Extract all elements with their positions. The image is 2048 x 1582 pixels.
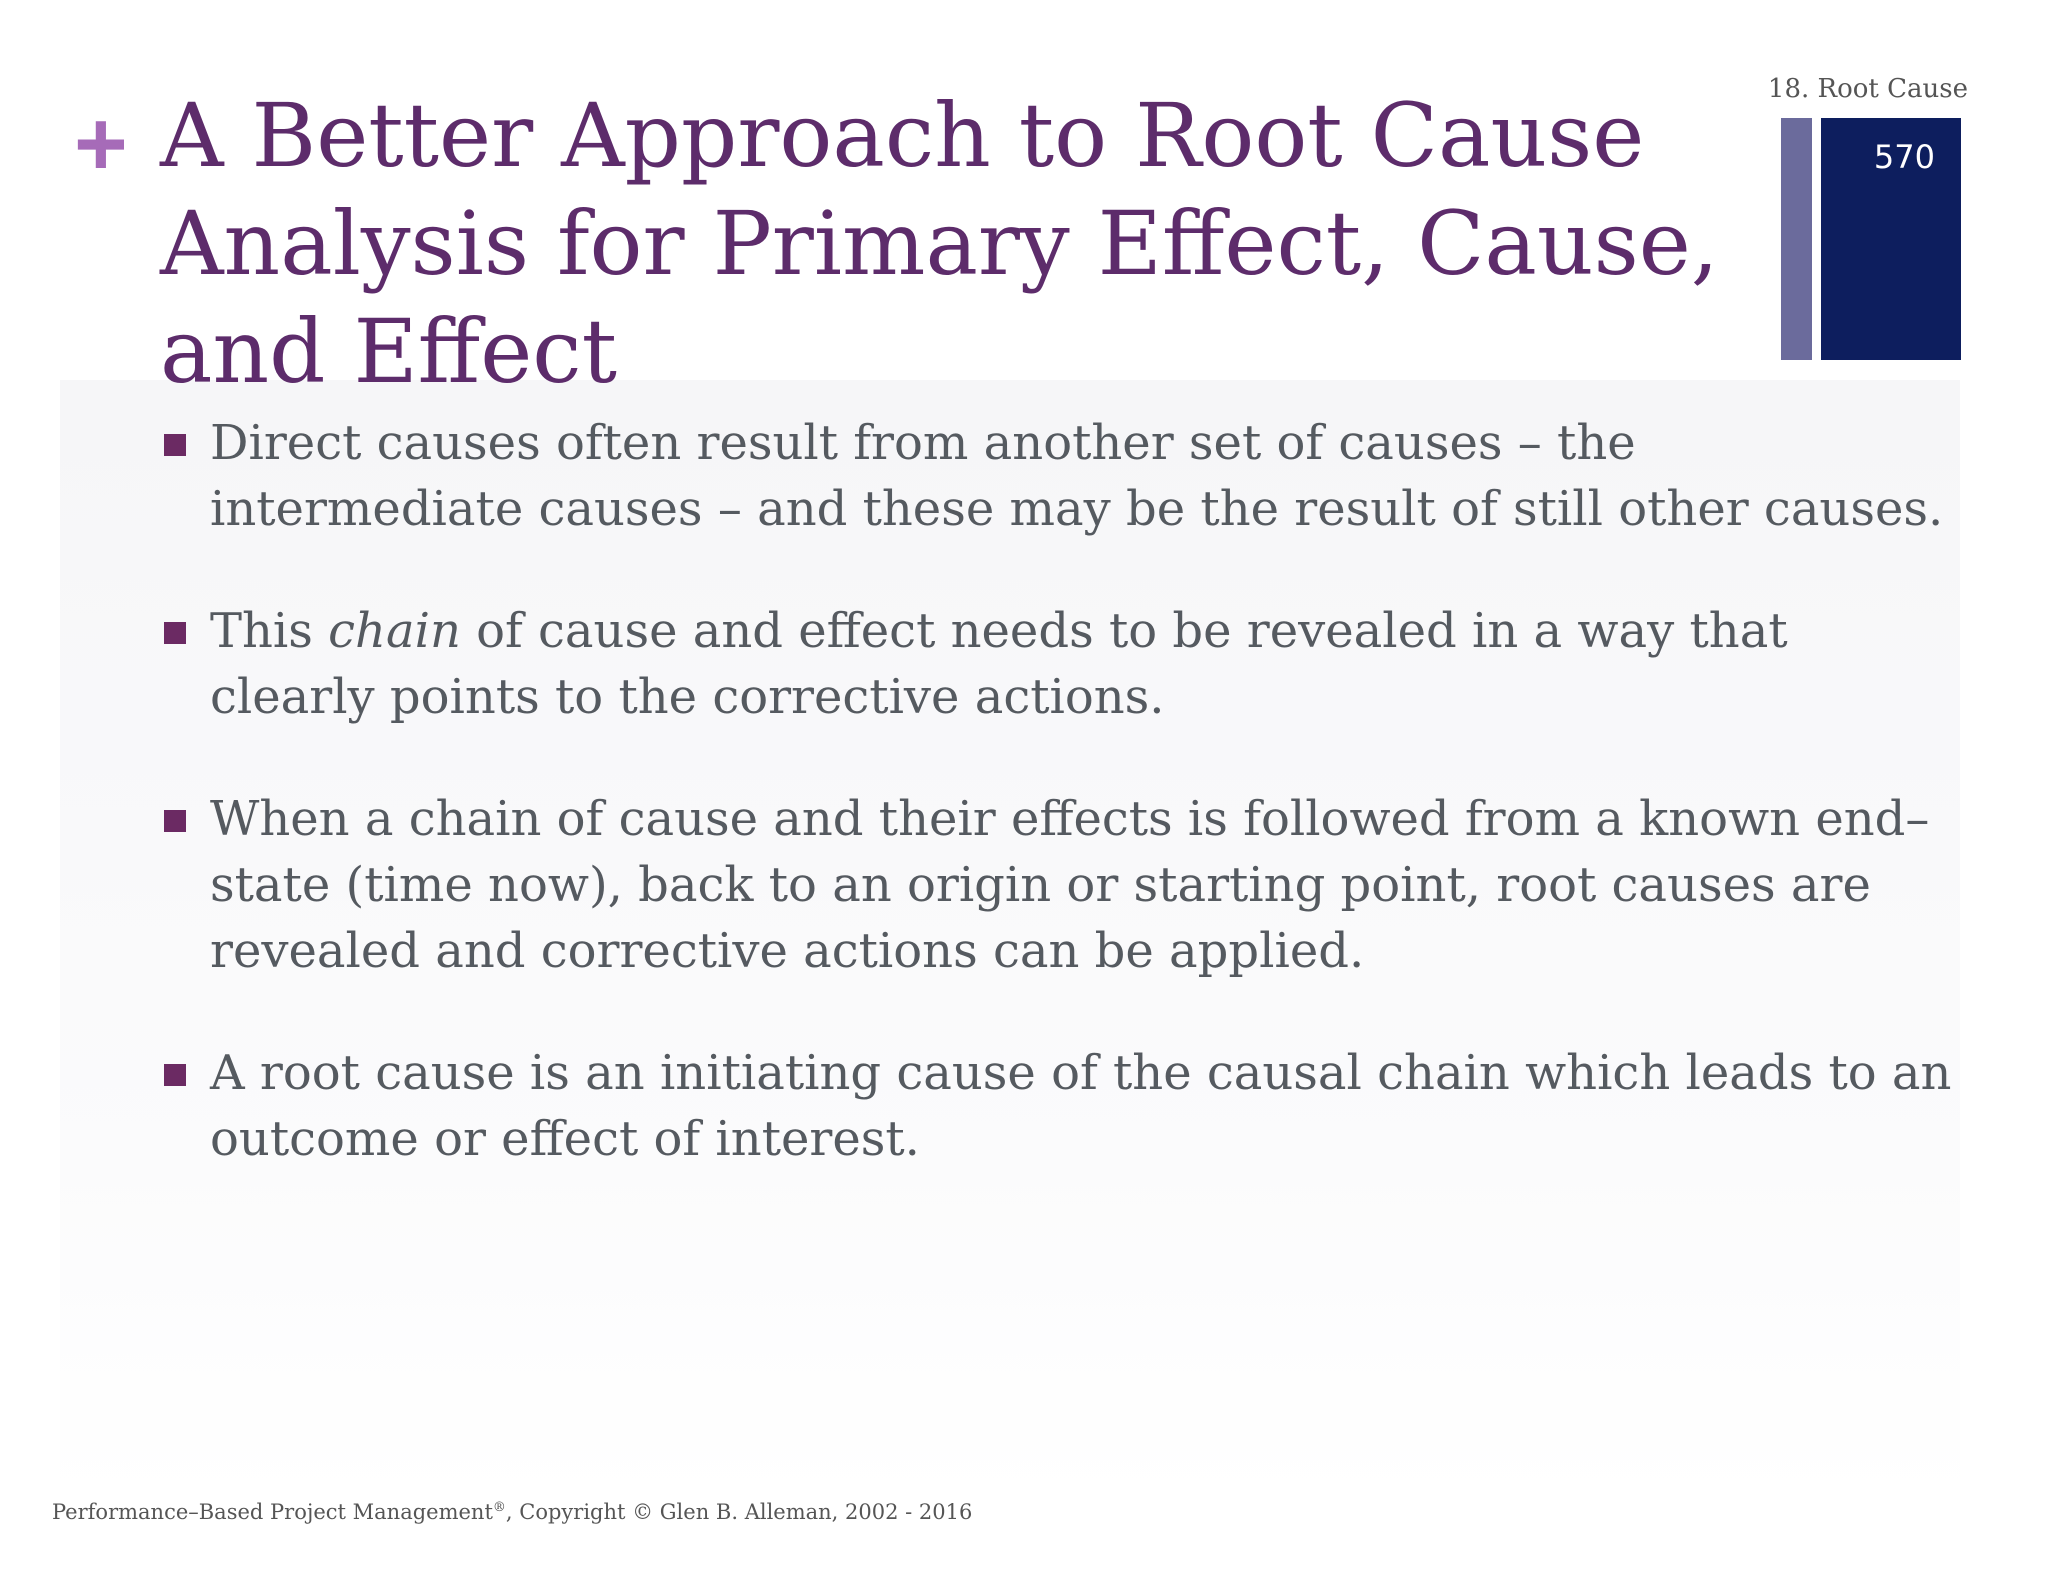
- bullet-list: [160, 410, 1960, 1228]
- bullet-square-icon: [164, 810, 186, 832]
- bullet-text: Direct causes often result from another set of causes – the intermediate causes – and these may be the result of still other causes.: [210, 415, 1944, 537]
- accent-bar: [1781, 118, 1812, 360]
- footer-copyright: [52, 1500, 972, 1524]
- slide-title: A Better Approach to Root Cause Analysis for Primary Effect, Cause, and Effect: [160, 84, 1719, 403]
- page-number: 570: [1873, 138, 1935, 176]
- bullet-item: [160, 1040, 1960, 1172]
- bullet-text: A root cause is an initiating cause of the causal chain which leads to an outcome or effect of interest.: [210, 1045, 1952, 1167]
- bullet-item: [160, 410, 1960, 542]
- bullet-text: When a chain of cause and their effects is followed from a known end–state (time now), back to an origin or starting point, root causes are revealed and corrective actions can be applied.: [210, 791, 1930, 979]
- section-label: 18. Root Cause: [1767, 74, 1968, 104]
- bullet-square-icon: [164, 622, 186, 644]
- footer-text: Performance–Based Project Management: [52, 1500, 493, 1524]
- registered-mark: ®: [492, 1500, 506, 1515]
- bullet-square-icon: [164, 1064, 186, 1086]
- plus-icon: +: [74, 93, 128, 195]
- page-number-bar: [1821, 118, 1961, 360]
- bullet-square-icon: [164, 434, 186, 456]
- bullet-item: [160, 786, 1960, 984]
- bullet-item: [160, 598, 1960, 730]
- bullet-text-pre: This: [210, 603, 329, 659]
- bullet-text-emphasis: chain: [328, 603, 461, 659]
- footer-copyright-text: , Copyright © Glen B. Alleman, 2002 - 2016: [505, 1500, 973, 1524]
- bullet-text-post: of cause and effect needs to be revealed in a way that clearly points to the corrective actions.: [210, 603, 1788, 725]
